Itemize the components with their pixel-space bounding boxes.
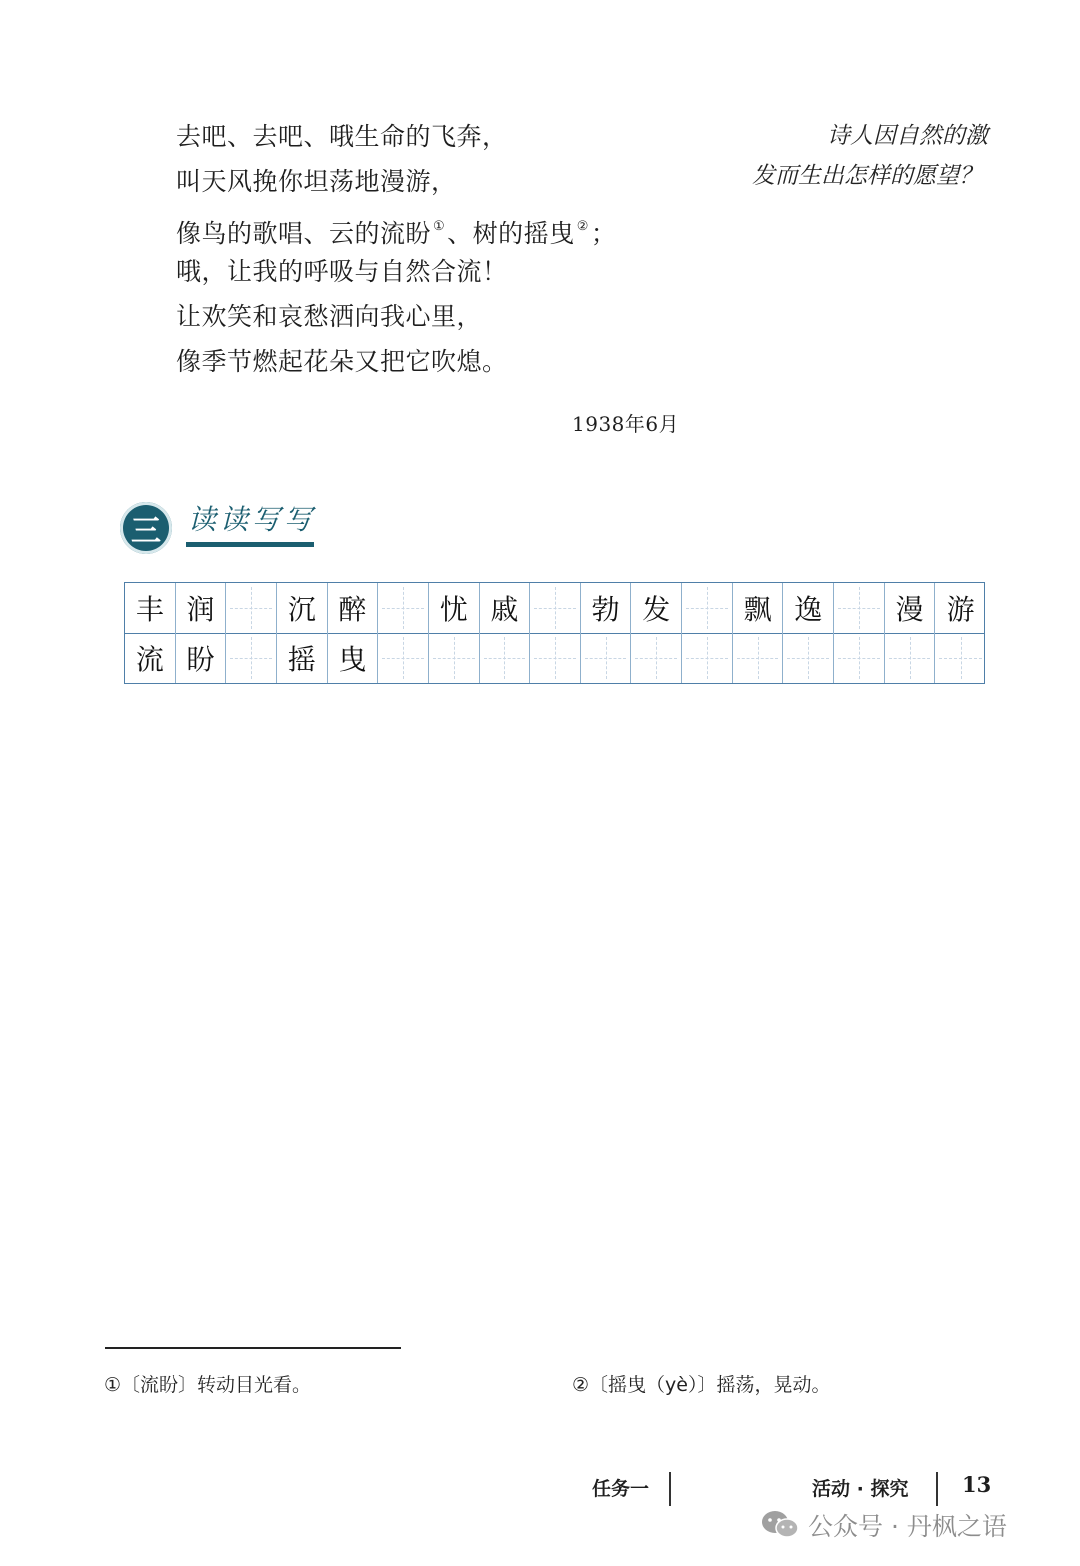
section-title: 读读写写 bbox=[188, 503, 317, 536]
grid-cell bbox=[885, 633, 936, 683]
footer-activity: 活动 · 探究 bbox=[812, 1478, 909, 1500]
poem-line: 叫天风挽你坦荡地漫游， bbox=[176, 167, 457, 196]
grid-cell: 流 bbox=[125, 633, 176, 683]
grid-cell: 漫 bbox=[885, 583, 936, 633]
footnote-mark-1: ① bbox=[433, 219, 446, 234]
grid-cell: 逸 bbox=[783, 583, 834, 633]
grid-cell: 润 bbox=[176, 583, 227, 633]
poem-line: 去吧、去吧、哦生命的飞奔， bbox=[176, 122, 508, 151]
grid-cell bbox=[378, 633, 429, 683]
section-number-badge: 三 bbox=[120, 502, 172, 554]
grid-cell bbox=[935, 633, 986, 683]
footer-task: 任务一 bbox=[592, 1478, 650, 1500]
grid-cell bbox=[378, 583, 429, 633]
grid-cell bbox=[682, 633, 733, 683]
grid-cell: 摇 bbox=[277, 633, 328, 683]
watermark-text: 公众号 · 丹枫之语 bbox=[808, 1512, 1007, 1541]
grid-cell: 醉 bbox=[328, 583, 379, 633]
grid-cell: 沉 bbox=[277, 583, 328, 633]
page-number: 13 bbox=[962, 1472, 992, 1497]
grid-row bbox=[125, 633, 984, 683]
grid-cell bbox=[834, 583, 885, 633]
grid-cell: 曳 bbox=[328, 633, 379, 683]
grid-cell bbox=[682, 583, 733, 633]
watermark bbox=[760, 1505, 1007, 1545]
poem-line: 像鸟的歌唱、云的流盼 ①、树的摇曳 ②； bbox=[176, 219, 617, 248]
writing-grid bbox=[124, 582, 985, 684]
footnote-rule bbox=[105, 1347, 401, 1349]
grid-cell: 勃 bbox=[581, 583, 632, 633]
grid-cell bbox=[480, 633, 531, 683]
poem bbox=[176, 114, 616, 384]
grid-cell: 发 bbox=[631, 583, 682, 633]
grid-row bbox=[125, 583, 984, 634]
grid-cell bbox=[631, 633, 682, 683]
grid-cell bbox=[429, 633, 480, 683]
footnote-2: ②〔摇曳（yè）〕摇荡，晃动。 bbox=[572, 1374, 831, 1396]
footnote-1: ①〔流盼〕转动目光看。 bbox=[104, 1374, 312, 1396]
poem-line: 像季节燃起花朵又把它吹熄。 bbox=[176, 347, 508, 376]
grid-cell bbox=[834, 633, 885, 683]
poem-line: 哦，让我的呼吸与自然合流！ bbox=[176, 257, 508, 286]
grid-cell bbox=[783, 633, 834, 683]
grid-cell bbox=[733, 633, 784, 683]
footer-divider bbox=[669, 1472, 671, 1506]
grid-cell: 忧 bbox=[429, 583, 480, 633]
grid-cell: 戚 bbox=[480, 583, 531, 633]
margin-question bbox=[752, 116, 992, 196]
grid-cell: 盼 bbox=[176, 633, 227, 683]
margin-question-line: 发而生出怎样的愿望？ bbox=[752, 163, 982, 189]
grid-cell: 丰 bbox=[125, 583, 176, 633]
poem-date: 1938年6月 bbox=[572, 412, 680, 436]
wechat-icon bbox=[760, 1509, 800, 1541]
margin-question-line: 诗人因自然的激 bbox=[827, 123, 988, 149]
footnote-mark-2: ② bbox=[576, 219, 589, 234]
grid-cell bbox=[581, 633, 632, 683]
grid-cell bbox=[226, 583, 277, 633]
grid-cell: 游 bbox=[946, 593, 975, 626]
grid-cell bbox=[226, 633, 277, 683]
grid-cell bbox=[530, 583, 581, 633]
footer-divider bbox=[936, 1472, 938, 1506]
grid-cell: 飘 bbox=[733, 583, 784, 633]
section-underline bbox=[186, 542, 314, 547]
grid-cell bbox=[530, 633, 581, 683]
poem-line: 让欢笑和哀愁洒向我心里， bbox=[176, 302, 483, 331]
